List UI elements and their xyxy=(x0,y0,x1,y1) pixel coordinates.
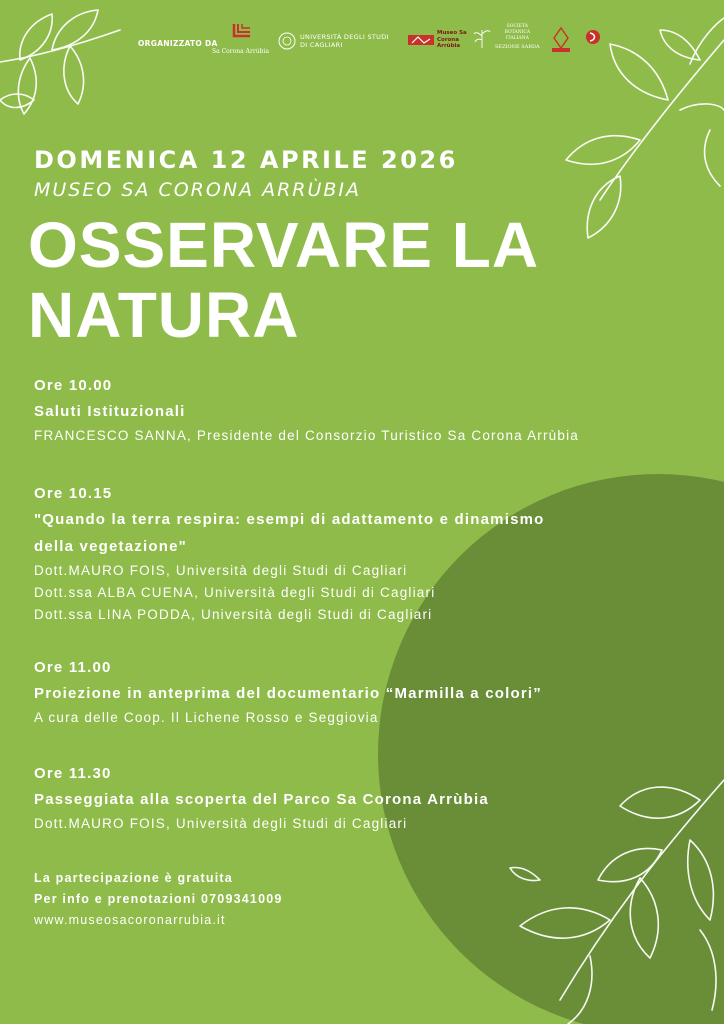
partner-logo-2-icon xyxy=(584,28,602,50)
program-heading: Proiezione in anteprima del documentario “Marmilla a colori” xyxy=(34,685,542,702)
program-detail: Dott.ssa LINA PODDA, Università degli Studi di Cagliari xyxy=(34,607,433,622)
botanical-plant-icon xyxy=(472,24,492,50)
program-item-1000 xyxy=(34,374,579,447)
organized-by-label: ORGANIZZATO DA xyxy=(138,38,218,48)
program-time: Ore 10.15 xyxy=(34,485,113,502)
program-time: Ore 11.00 xyxy=(34,659,112,676)
program-detail: Dott.ssa ALBA CUENA, Università degli Studi di Cagliari xyxy=(34,585,436,600)
sezione-sarda-text: SEZIONE SARDA xyxy=(495,44,540,50)
program-item-1015 xyxy=(34,482,545,626)
museo-text: Museo Sa Corona Arrùbia xyxy=(437,30,467,49)
sa-corona-arrubia-mark-icon xyxy=(212,22,272,44)
program-detail: FRANCESCO SANNA, Presidente del Consorzio Turistico Sa Corona Arrùbia xyxy=(34,428,579,443)
program-item-1100 xyxy=(34,656,542,729)
program-item-1130 xyxy=(34,762,489,835)
event-date: DOMENICA 12 APRILE 2026 xyxy=(34,146,458,174)
program-heading-cont: della vegetazione" xyxy=(34,538,187,555)
university-seal-icon xyxy=(278,32,296,50)
event-venue: MUSEO SA CORONA ARRÙBIA xyxy=(34,179,362,201)
sa-corona-arrubia-logo xyxy=(212,22,272,55)
footer-info xyxy=(34,868,283,931)
organizers-row xyxy=(138,34,218,52)
booking-info-text: Per info e prenotazioni 0709341009 xyxy=(34,892,283,906)
program-detail: Dott.MAURO FOIS, Università degli Studi di Cagliari xyxy=(34,563,408,578)
partner-mark-icon xyxy=(550,26,572,54)
universita-cagliari-text: UNIVERSITÀ DEGLI STUDI DI CAGLIARI xyxy=(300,33,389,49)
free-entry-text: La partecipazione è gratuita xyxy=(34,871,233,885)
societa-botanica-text: SOCIETÀ BOTANICA ITALIANA xyxy=(504,24,531,41)
website-link[interactable]: www.museosacoronarrubia.it xyxy=(34,913,226,927)
event-title-line-2: NATURA xyxy=(28,279,300,351)
program-time: Ore 10.00 xyxy=(34,377,113,394)
program-detail: A cura delle Coop. Il Lichene Rosso e Seggiovia xyxy=(34,710,379,725)
partner-swirl-icon xyxy=(584,28,602,46)
museo-mark-icon xyxy=(408,33,434,47)
event-title xyxy=(28,210,648,350)
program-heading: Passeggiata alla scoperta del Parco Sa Corona Arrùbia xyxy=(34,791,489,808)
program-heading: "Quando la terra respira: esempi di adattamento e dinamismo xyxy=(34,511,545,528)
societa-botanica-logo xyxy=(472,24,540,50)
universita-cagliari-logo xyxy=(278,32,398,50)
sa-corona-arrubia-text: Sa Corona Arrùbia xyxy=(212,48,269,55)
partner-logo-icon xyxy=(550,26,572,58)
event-title-line-1: OSSERVARE LA xyxy=(28,209,540,281)
program-time: Ore 11.30 xyxy=(34,765,112,782)
museo-logo xyxy=(408,30,473,50)
program-heading: Saluti Istituzionali xyxy=(34,403,186,420)
program-detail: Dott.MAURO FOIS, Università degli Studi di Cagliari xyxy=(34,816,408,831)
